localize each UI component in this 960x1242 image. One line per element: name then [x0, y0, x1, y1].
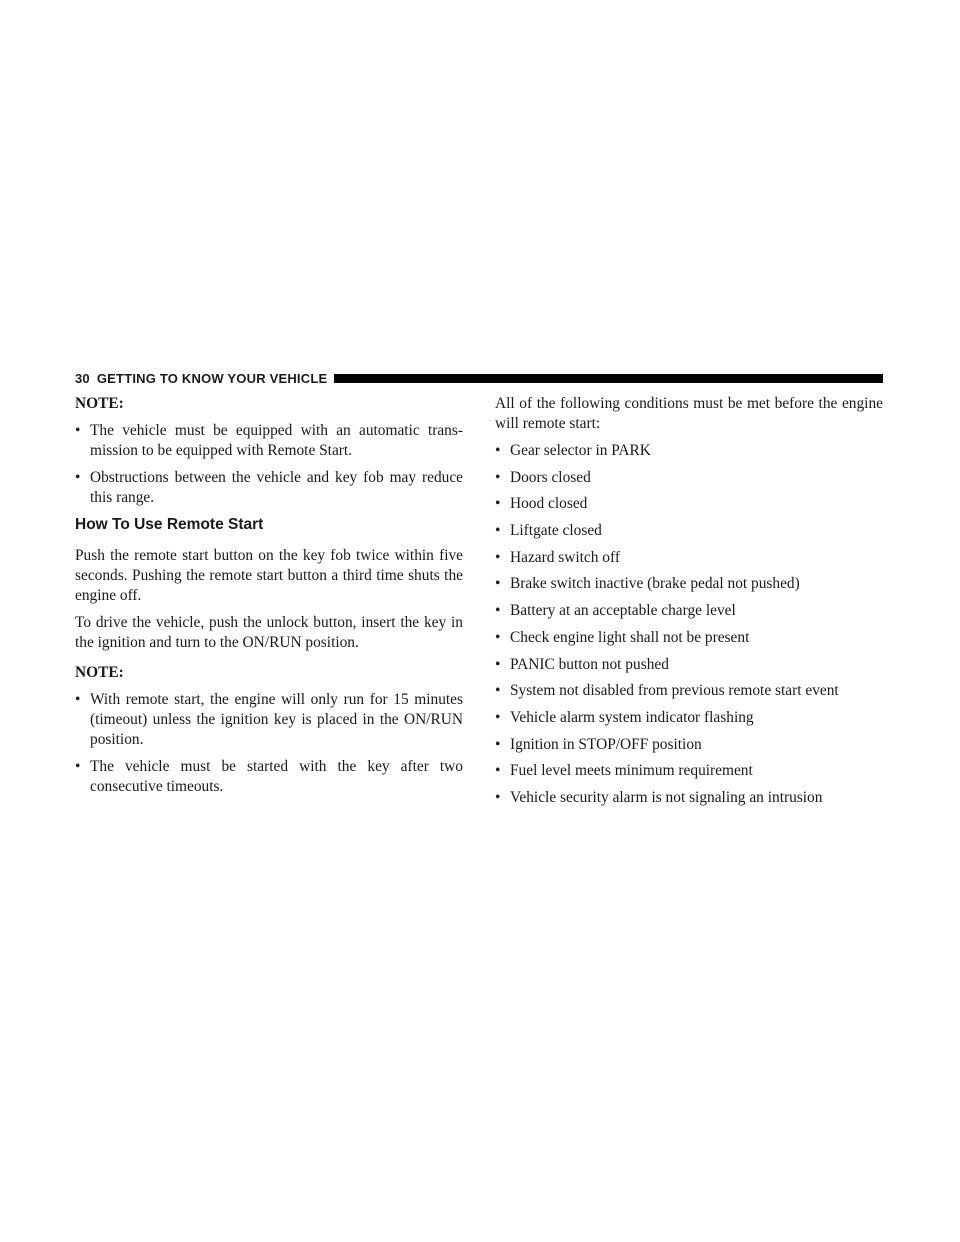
bullet-icon: • [495, 468, 501, 486]
conditions-intro: All of the following conditions must be met before the engine will remote start: [495, 395, 883, 432]
bullet-icon: • [495, 788, 501, 806]
note-label: NOTE: [75, 395, 124, 412]
bullet-icon: • [495, 442, 501, 459]
bullet-icon: • [495, 682, 501, 700]
bullet-icon: • [495, 655, 501, 673]
bullet-icon: • [495, 628, 501, 646]
section-heading: How To Use Remote Start [75, 516, 264, 533]
list-item: • Battery at an acceptable charge level [495, 602, 736, 620]
note-bullet-list [75, 421, 463, 508]
bullet-icon: • [495, 495, 501, 513]
bullet-icon: • [495, 602, 501, 620]
section-title: GETTING TO KNOW YOUR VEHICLE [96, 370, 328, 386]
bullet-icon: • [75, 691, 81, 708]
list-item: • Vehicle alarm system indicator flashing [495, 708, 754, 726]
list-item: • Brake switch inactive (brake pedal not pushed) [495, 575, 800, 593]
note-label: NOTE: [75, 664, 124, 681]
bullet-icon: • [495, 762, 501, 780]
list-item: • Obstructions between the vehicle and key fob may reduce this range. [75, 469, 463, 506]
list-item: • System not disabled from previous remote start event [495, 682, 839, 700]
list-item: • Hood closed [495, 495, 588, 513]
bullet-icon: • [75, 758, 81, 775]
list-item: • Hazard switch off [495, 548, 620, 566]
bullet-icon: • [75, 422, 81, 439]
list-item: • Doors closed [495, 468, 591, 486]
bullet-icon: • [495, 548, 501, 566]
list-item: • Fuel level meets minimum requirement [495, 762, 753, 780]
header-rule [334, 374, 883, 383]
list-item: • Ignition in STOP/OFF position [495, 735, 702, 753]
left-column [75, 394, 463, 804]
bullet-icon: • [75, 469, 81, 486]
bullet-icon: • [495, 575, 501, 593]
paragraph: To drive the vehicle, push the unlock button, insert the key in the ignition and turn to the ON/RUN position. [75, 614, 463, 651]
note-bullet-list [75, 690, 463, 797]
bullet-icon: • [495, 522, 501, 540]
bullet-icon: • [495, 735, 501, 753]
list-item: • PANIC button not pushed [495, 655, 669, 673]
list-item: • Liftgate closed [495, 522, 602, 540]
list-item: • Check engine light shall not be present [495, 628, 750, 646]
list-item: • Gear selector in PARK [495, 442, 651, 459]
right-column [495, 394, 883, 815]
list-item: • With remote start, the engine will only run for 15 minutes (timeout) unless the ignition key is placed in the ON/RUN position. [75, 691, 463, 748]
list-item: • Vehicle security alarm is not signaling an intrusion [495, 788, 823, 806]
bullet-icon: • [495, 708, 501, 726]
paragraph: Push the remote start button on the key fob twice within five seconds. Pushing the remote start button a third time shuts the engine off. [75, 547, 463, 604]
page-header [75, 370, 883, 386]
page-number: 30 [75, 370, 90, 386]
list-item: • The vehicle must be equipped with an automatic trans- mission to be equipped with Remote Start. [75, 422, 463, 459]
list-item: • The vehicle must be started with the key after two consecutive timeouts. [75, 758, 463, 795]
conditions-list [495, 441, 883, 808]
